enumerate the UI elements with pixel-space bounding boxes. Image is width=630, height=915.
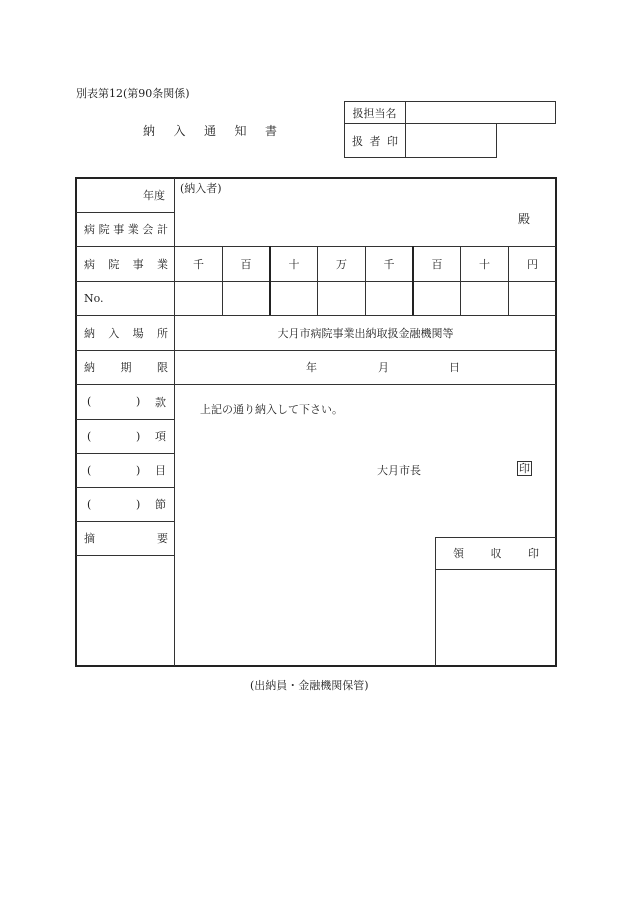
deadline-year-unit: 年 [306,361,317,374]
unit-thousand-million: 千 [193,257,204,271]
footer-note: (出納員・金融機関保管) [250,679,369,692]
deadline-month-unit: 月 [378,361,389,374]
summary-label: 摘 要 [84,532,168,545]
mayor-seal: 印 [519,462,530,475]
deadline-day-unit: 日 [449,361,460,374]
payer-label: (納入者) [180,182,222,195]
unit-hundred: 百 [431,257,443,271]
unit-ten: 十 [479,257,490,271]
honorific-dono: 殿 [518,212,531,226]
form-reference-label: 別表第12(第90条関係) [76,87,190,100]
receipt-stamp-area[interactable] [436,570,556,665]
unit-yen: 円 [527,257,538,271]
handler-name-field[interactable] [405,101,556,124]
unit-ten-thousand: 万 [336,257,347,271]
category-row-setsu: ( ) 節 [87,497,166,511]
unit-hundred-million: 百 [240,257,252,271]
unit-thousand: 千 [383,257,395,271]
payment-place-label: 納 入 場 所 [84,326,168,340]
category-row-kou: ( ) 項 [87,429,166,443]
issuer-name: 大月市長 [377,464,421,477]
deadline-date-field[interactable] [180,352,550,382]
summary-field[interactable] [77,557,173,665]
payer-name-field[interactable] [180,196,510,242]
category-row-kan: ( ) 款 [87,395,166,409]
number-label: No. [84,291,104,305]
handler-name-label: 扱担当名 [352,106,397,120]
fiscal-year-field[interactable] [76,178,136,212]
deadline-label: 納 期 限 [84,361,168,374]
category-row-moku: ( ) 目 [87,463,166,477]
amount-entry-row[interactable] [175,282,556,315]
payment-place-value: 大月市病院事業出納取扱金融機関等 [277,326,454,340]
notice-text: 上記の通り納入して下さい。 [200,403,343,416]
fiscal-year-label: 年度 [143,189,165,202]
document-title: 納 入 通 知 書 [143,124,277,138]
receipt-stamp-label: 領 収 印 [453,547,539,560]
handler-seal-label: 扱 者 印 [352,134,398,148]
account-label: 病 院 事 業 会 計 [84,223,168,236]
hospital-business-label: 病 院 事 業 [84,257,168,271]
unit-ten-million: 十 [288,257,300,271]
handler-seal-field[interactable] [405,123,497,158]
